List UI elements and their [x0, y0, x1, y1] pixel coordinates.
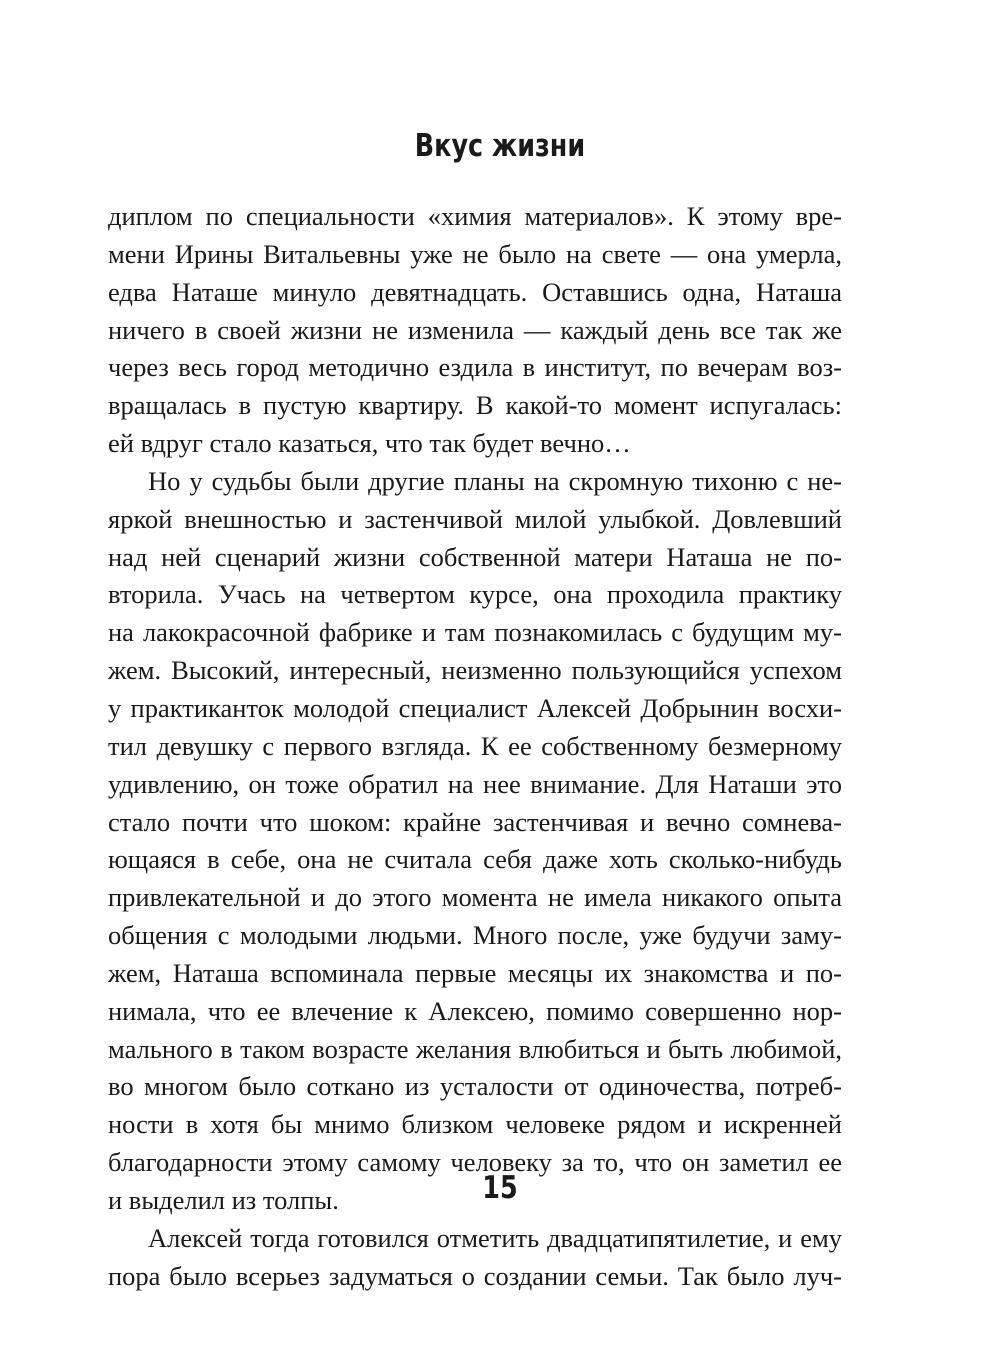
- page-number: 15: [482, 1170, 518, 1206]
- text-line: пора было всерьез задуматься о создании семьи. Так было луч-: [108, 1260, 842, 1291]
- text-line: удивлению, он тоже обратил на нее внимание. Для Наташи это: [108, 768, 842, 799]
- text-line: стало почти что шоком: крайне застенчивая и вечно сомнева-: [108, 806, 842, 837]
- text-line: жем. Высокий, интересный, неизменно пользующийся успехом: [108, 655, 842, 686]
- text-line: мени Ирины Витальевны уже не было на свете — она умерла,: [108, 238, 842, 269]
- text-line: благодарности этому самому человеку за то, что он заметил ее: [108, 1147, 842, 1178]
- text-line: ющаяся в себе, она не считала себя даже хоть сколько-нибудь: [108, 844, 842, 875]
- text-line: Но у судьбы были другие планы на скромную тихоню с не-: [148, 465, 842, 496]
- text-line: диплом по специальности «химия материалов». К этому вре-: [108, 201, 842, 231]
- text-line: нимала, что ее влечение к Алексею, помимо совершенно нор-: [108, 995, 842, 1026]
- body-text: [108, 198, 842, 1295]
- text-line: привлекательной и до этого момента не имела никакого опыта: [108, 882, 842, 913]
- text-line: и выделил из толпы.: [108, 1184, 339, 1215]
- text-line: над ней сценарий жизни собственной матери Наташа не по-: [108, 541, 842, 572]
- text-line: мального в таком возрасте желания влюбиться и быть любимой,: [108, 1033, 842, 1064]
- text-line: яркой внешностью и застенчивой милой улыбкой. Довлевший: [108, 503, 842, 534]
- text-line: у практиканток молодой специалист Алексей Добрынин восхи-: [108, 692, 842, 723]
- text-line: общения с молодыми людьми. Много после, уже будучи заму-: [108, 920, 842, 951]
- text-line: ности в хотя бы мнимо близком человеке рядом и искренней: [108, 1109, 842, 1140]
- text-line: ей вдруг стало казаться, что так будет вечно…: [108, 428, 631, 459]
- text-line: вторила. Учась на четвертом курсе, она проходила практику: [108, 579, 842, 610]
- text-line: на лакокрасочной фабрике и там познакомилась с будущим му-: [108, 617, 842, 648]
- text-line: во многом было соткано из усталости от одиночества, потреб-: [108, 1071, 842, 1102]
- text-line: едва Наташе минуло девятнадцать. Оставшись одна, Наташа: [108, 276, 842, 307]
- text-line: вращалась в пустую квартиру. В какой-то момент испугалась:: [108, 390, 842, 421]
- text-line: тил девушку с первого взгляда. К ее собственному безмерному: [108, 730, 842, 761]
- text-line: ничего в своей жизни не изменила — каждый день все так же: [108, 314, 842, 345]
- text-line: Алексей тогда готовился отметить двадцатипятилетие, и ему: [148, 1222, 842, 1253]
- text-line: через весь город методично ездила в институт, по вечерам воз-: [108, 352, 842, 383]
- text-line: жем, Наташа вспоминала первые месяцы их знакомства и по-: [108, 957, 842, 988]
- running-title: Вкус жизни: [414, 128, 586, 164]
